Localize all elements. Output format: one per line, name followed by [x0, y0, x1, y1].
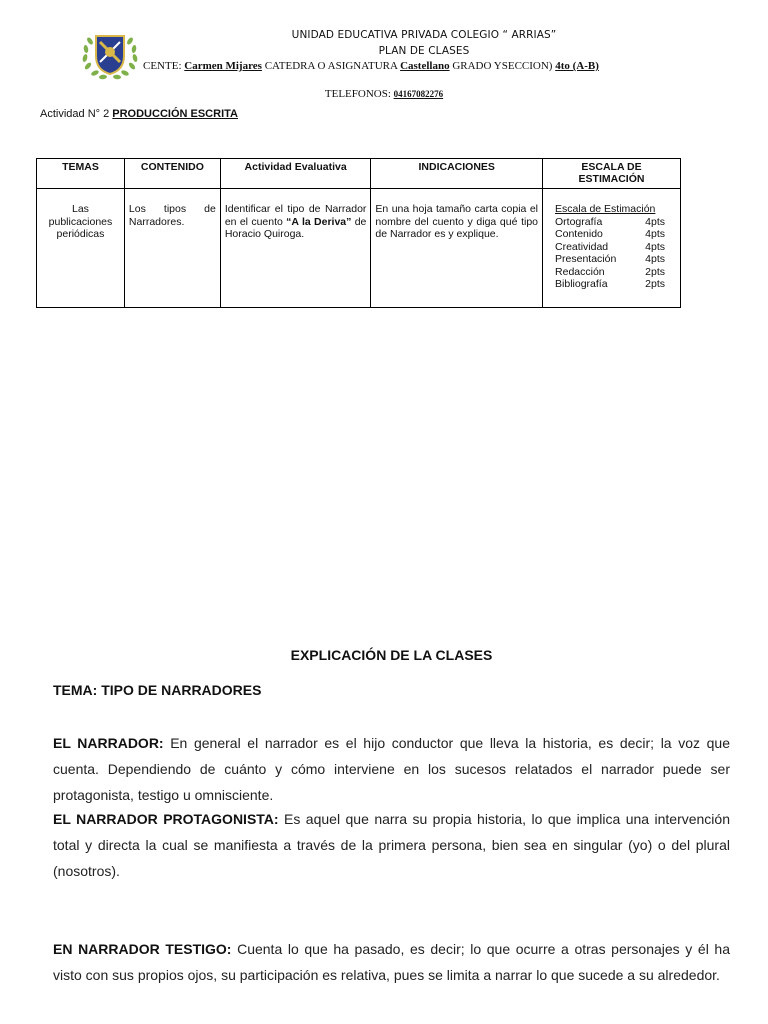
teacher-line [143, 60, 599, 72]
escala-label: Redacción [555, 265, 605, 278]
paragraph-testigo [53, 936, 730, 988]
escala-points: 4pts [645, 228, 666, 240]
escala-item [555, 228, 665, 241]
phones-label: TELEFONOS: [324, 88, 391, 100]
escala-label: Bibliografía [555, 278, 608, 290]
table-header-row [37, 159, 681, 189]
paragraph-protagonista [53, 806, 730, 884]
lesson-plan-table [36, 158, 681, 308]
table-row [37, 189, 681, 308]
escala-points: 2pts [645, 265, 666, 278]
term: EN NARRADOR TESTIGO: [53, 941, 232, 957]
definition: Es aquel que narra su propia historia, lo que implica una intervención total y directa la cual se manifiesta a través de la primera persona, bien sea en singular (yo) o del plural (nosotros). [53, 811, 730, 879]
grado-value: 4to (A-B) [555, 60, 599, 72]
definition: En general el narrador es el hijo conductor que lleva la historia, es decir; la voz que cuenta. Dependiendo de cuánto y cómo interviene en los sucesos relatados el narrador puede ser protagonista, testigo u omnisciente. [53, 735, 730, 803]
escala-item [555, 216, 665, 229]
escala-points: 2pts [645, 278, 666, 290]
escala-item [555, 266, 665, 279]
escala-item [555, 241, 665, 254]
explanation-topic: TEMA: TIPO DE NARRADORES [53, 682, 262, 698]
cell-actividad [220, 189, 371, 308]
escala-label: Creatividad [555, 240, 609, 253]
escala-item [555, 253, 665, 266]
explanation-title: EXPLICACIÓN DE LA CLASES [290, 647, 493, 663]
catedra-label: CATEDRA O ASIGNATURA [264, 60, 398, 72]
escala-item [555, 278, 665, 291]
cell-temas: Las publicaciones periódicas [37, 189, 125, 308]
escala-title: Escala de Estimación [555, 203, 656, 215]
school-name: UNIDAD EDUCATIVA PRIVADA COLEGIO “ ARRIAS” [291, 29, 557, 41]
header-temas: TEMAS [37, 159, 125, 189]
phones-line [0, 88, 768, 100]
docente-name: Carmen Mijares [184, 60, 262, 72]
definition: Cuenta lo que ha pasado, es decir; lo que ocurre a otras personajes y él ha visto con sus propios ojos, su participación es relativa, pues se limita a narrar lo que sucede a su alrededor. [53, 941, 731, 983]
escala-points: 4pts [645, 240, 666, 253]
grado-label: GRADO YSECCION) [452, 60, 553, 72]
activity-label: Actividad N° 2 [40, 108, 110, 120]
paragraph-narrador [53, 730, 730, 808]
term: EL NARRADOR: [53, 735, 164, 751]
escala-label: Contenido [555, 228, 603, 240]
actividad-text: Identificar el tipo de Narrador en el cuento [224, 203, 367, 228]
header-escala: ESCALA DE ESTIMACIÓN [543, 159, 681, 189]
cell-escala [543, 189, 681, 308]
header-indicaciones: INDICACIONES [371, 159, 543, 189]
story-title: “A la Deriva” [286, 215, 352, 228]
cell-contenido: Los tipos de Narradores. [124, 189, 220, 308]
term: EL NARRADOR PROTAGONISTA: [53, 811, 279, 827]
plan-title: PLAN DE CLASES [378, 45, 470, 57]
escala-label: Ortografía [555, 215, 603, 228]
catedra-value: Castellano [400, 60, 450, 72]
cell-indicaciones: En una hoja tamaño carta copia el nombre del cuento y diga qué tipo de Narrador es y explique. [371, 189, 543, 308]
header-actividad: Actividad Evaluativa [220, 159, 371, 189]
actividad-author: de Horacio Quiroga. [224, 215, 367, 240]
docente-label: CENTE: [143, 60, 182, 72]
escala-points: 4pts [645, 253, 666, 265]
escala-points: 4pts [645, 215, 666, 228]
phones-value: 04167082276 [393, 89, 444, 99]
header-contenido: CONTENIDO [124, 159, 220, 189]
activity-line [40, 108, 238, 120]
escala-label: Presentación [555, 253, 617, 265]
activity-title: PRODUCCIÓN ESCRITA [112, 108, 238, 120]
